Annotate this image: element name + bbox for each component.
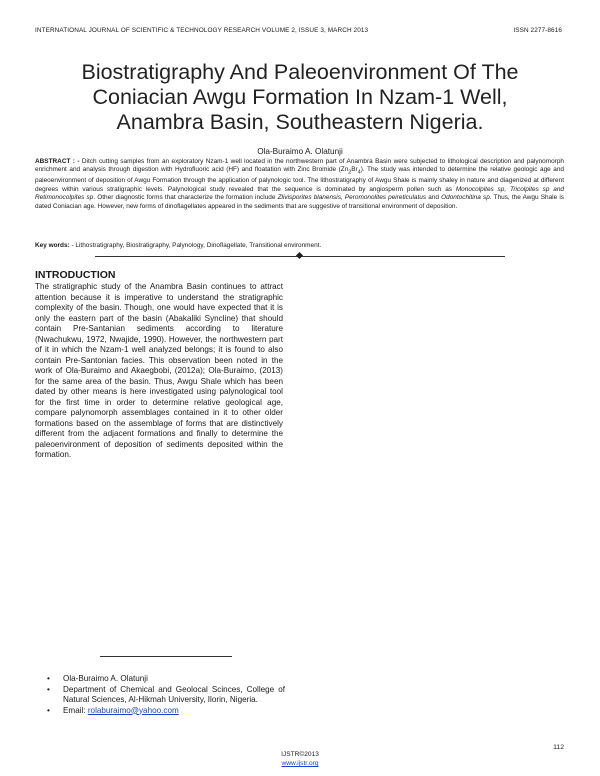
- introduction-heading: INTRODUCTION: [35, 269, 116, 281]
- abstract-italic-2: Zlivisporites blanensis, Peromonolites peireticulatus: [277, 194, 427, 202]
- abstract-text-4: and: [426, 194, 442, 202]
- abstract-text-2: ). The study was intended to determine the relative geologic age and paleoenvironment of deposition of Awgu Formation through the application of palynologic tool. The lithostratigraphy of Awgu Shale is mainly shaley in nature and diagenized at different degrees within various stratigraphic levels. Palynological study revealed that the sequence is dominated by angiosperm pollen such as: [35, 166, 564, 193]
- footnote-affiliation: [47, 685, 285, 706]
- abstract-text-1b: Br: [351, 166, 358, 174]
- footnote-name: [47, 674, 285, 685]
- abstract-label: ABSTRACT : -: [35, 158, 80, 165]
- abstract-sub-1: 2: [348, 169, 352, 176]
- abstract-sub-2: 4: [357, 169, 361, 176]
- title-line-2: Coniacian Awgu Formation In Nzam-1 Well,: [92, 85, 508, 109]
- abstract-italic-3: Odontochitina sp: [441, 194, 490, 202]
- keywords: [35, 242, 564, 249]
- email-label: Email:: [63, 705, 88, 715]
- footer-url-link[interactable]: www.ijstr.org: [281, 760, 319, 767]
- paper-title: [40, 60, 560, 135]
- journal-header: INTERNATIONAL JOURNAL OF SCIENTIFIC & TECHNOLOGY RESEARCH VOLUME 2, ISSUE 3, MARCH 2013: [35, 27, 369, 34]
- footnote-affiliation-text: Department of Chemical and Geolocal Scinces, College of Natural Sciences, Al-Hikmah University, Ilorin, Nigeria.: [63, 684, 285, 704]
- author-name: Ola-Buraimo A. Olatunji: [257, 147, 343, 156]
- footnote-name-text: Ola-Buraimo A. Olatunji: [63, 674, 148, 683]
- bullet-icon: •: [47, 705, 50, 715]
- footnote-email: [47, 706, 285, 717]
- bullet-icon: •: [47, 684, 50, 694]
- title-line-3: Anambra Basin, Southeastern Nigeria.: [116, 110, 484, 134]
- author-footnotes: [47, 674, 285, 716]
- bullet-icon: •: [47, 674, 50, 683]
- introduction-body: The stratigraphic study of the Anambra Basin continues to attract attention because it is imperative to understand the stratigraphic complexity of the basin. Though, one would have expected that it is only the eastern part of the basin (Abakaliki Syncline) that should contain Pre-Santanian sediments according to literature (Nwachukwu, 1972, Nwajide, 1990). However, the northwestern part of it in which the Nzam-1 well analyzed belongs; it is found to also contain Pre-Santonian facies. This observation been noted in the work of Ola-Buraimo and Akaegbobi, (2012a); Ola-Buraimo, (2013) for the same area of the basin. Thus, Awgu Shale which has been dated by other means is here investigated using palynological tool for the first time in order to determine relative geological age, compare palynomorph assemblages contained in it to other older formations based on the assemblage of forms that are distinctively different from the adjacent formations and finally to determine the paleoenvironment of deposition of sediments deposited within the formation.: [35, 282, 283, 459]
- email-link[interactable]: rolaburaimo@yahoo.com: [87, 705, 179, 715]
- title-line-1: Biostratigraphy And Paleoenvironment Of The: [81, 60, 519, 84]
- abstract-text-3: . Other diagnostic forms that characterize the formation include: [93, 194, 278, 202]
- keywords-label: Key words:: [35, 242, 70, 249]
- page-number: 112: [553, 744, 564, 751]
- abstract: [35, 158, 564, 211]
- divider-diamond-icon: [296, 252, 303, 259]
- abstract-italic-1: Monocolpites sp, Tricolpites sp and Retimonocolpites sp: [35, 185, 564, 202]
- abstract-text-1: Ditch cutting samples from an exploratory Nzam-1 well located in the northwestern part of Anambra Basin were subjected to lithological description and palynomorph enrichment and analysis through digestion with Hydrofluoric acid (HF) and floatation with Zinc Bromide (Zn: [35, 158, 564, 174]
- footer-copyright: IJSTR©2013: [281, 751, 319, 758]
- issn-header: ISSN 2277-8616: [513, 27, 562, 34]
- footnote-rule: [100, 656, 232, 657]
- keywords-text: - Lithostratigraphy, Biostratigraphy, Palynology, Dinoflagellate, Transitional environment.: [69, 242, 322, 249]
- abstract-text-5: . Thus, the Awgu Shale is dated Coniacian age. However, new forms of dinoflagellates appeared in the sediments that are suggestive of transitional environment of deposition.: [35, 194, 564, 210]
